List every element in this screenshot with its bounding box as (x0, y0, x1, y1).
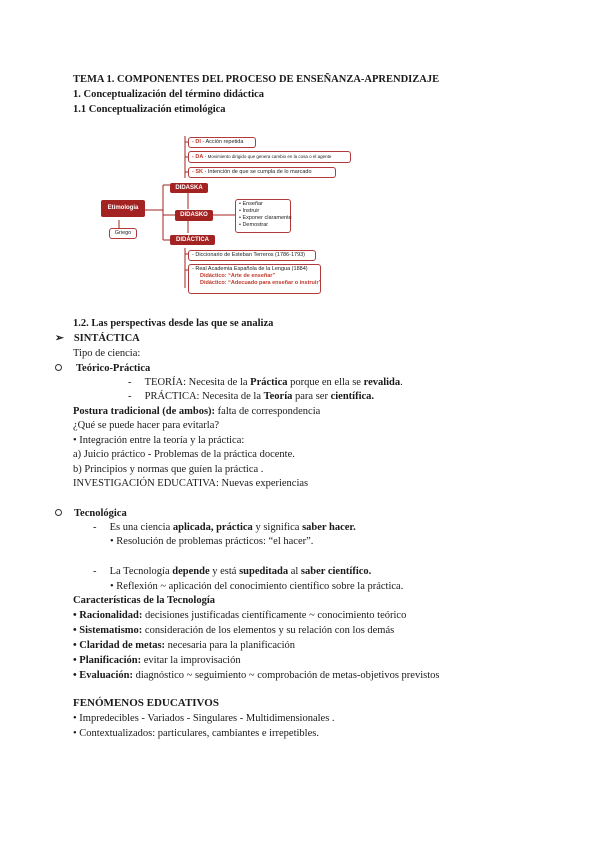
investigacion-line: INVESTIGACIÓN EDUCATIVA: Nuevas experiencias (73, 478, 309, 489)
dictionary-2-box (188, 264, 321, 294)
dictionary-2-def-b: Didáctico: “Adecuado para enseñar o instruir” (200, 280, 322, 286)
section-heading: 1. Conceptualización del término didáctica (73, 89, 265, 100)
etymology-diagram (95, 130, 330, 302)
question-line: ¿Qué se puede hacer para evitarla? (73, 420, 220, 431)
tecnologica-line-1: - Es una ciencia aplicada, práctica y significa saber hacer. (93, 522, 356, 533)
sk-text: - Intención de que se cumpla de lo marcado (204, 169, 312, 175)
di-box (188, 137, 256, 148)
caracteristicas-heading: Características de la Tecnología (73, 595, 216, 606)
didasko-meanings (235, 199, 291, 233)
arrow-bullet-icon: ➢ (55, 333, 64, 344)
caracteristica-item: • Planificación: evitar la improvisación (73, 655, 241, 666)
meaning-item: • Enseñar (239, 201, 263, 207)
section-heading-1-2: 1.2. Las perspectivas desde las que se analiza (73, 318, 274, 329)
practica-line: - PRÁCTICA: Necesita de la Teoría para ser científica. (128, 391, 375, 402)
dictionary-1-box: - Diccionario de Esteban Terreros (1786-1793) (188, 250, 316, 261)
da-text: - Movimiento dirigido que genera cambio en la cosa o el agente (204, 154, 332, 159)
tecnologica-sub-1: • Resolución de problemas prácticos: “el hacer”. (110, 536, 314, 547)
caracteristica-item: • Claridad de metas: necesaria para la planificación (73, 640, 296, 651)
sintactica-heading: ➢ SINTÁCTICA (55, 333, 140, 344)
da-box (188, 151, 351, 163)
didactica-box: DIDÁCTICA (170, 235, 215, 245)
principios-line: b) Principios y normas que guíen la práctica . (73, 464, 264, 475)
circle-bullet-icon (55, 509, 62, 516)
juicio-line: a) Juicio práctico - Problemas de la práctica docente. (73, 449, 295, 460)
da-key: - DA (192, 154, 204, 160)
meaning-item: • Instruir (239, 208, 260, 214)
didaska-box: DIDASKA (170, 183, 208, 193)
teoria-line: - TEORÍA: Necesita de la Práctica porque en ella se revalida. (128, 377, 403, 388)
tipo-ciencia: Tipo de ciencia: (73, 348, 141, 359)
meaning-item: • Demostrar (239, 222, 269, 228)
caracteristica-item: • Racionalidad: decisiones justificadas científicamente ~ conocimiento teórico (73, 610, 407, 621)
fenomenos-line-1: • Impredecibles - Variados - Singulares - Multidimensionales . (73, 713, 335, 724)
etimologia-box: Etimología (101, 200, 145, 217)
tecnologica-sub-2: • Reflexión ~ aplicación del conocimiento científico sobre la práctica. (110, 581, 404, 592)
sk-key: - SK (192, 169, 203, 175)
griego-box: Griego (109, 228, 137, 239)
dictionary-2-def-a: Didáctico: “Arte de enseñar” (200, 273, 276, 279)
circle-bullet-icon (55, 364, 62, 371)
integracion-line: • Integración entre la teoría y la práctica: (73, 435, 245, 446)
subsection-heading: 1.1 Conceptualización etimológica (73, 104, 226, 115)
tecnologica-line-2: - La Tecnología depende y está supeditada al saber científico. (93, 566, 372, 577)
document-title: TEMA 1. COMPONENTES DEL PROCESO DE ENSEÑANZA-APRENDIZAJE (73, 74, 440, 85)
tecnologica-item: Tecnológica (55, 507, 127, 520)
caracteristica-item: • Evaluación: diagnóstico ~ seguimiento ~ comprobación de metas-objetivos previstos (73, 670, 440, 681)
fenomenos-heading: FENÓMENOS EDUCATIVOS (73, 697, 219, 709)
postura-line: Postura tradicional (de ambos): falta de correspondencia (73, 406, 321, 417)
meaning-item: • Exponer claramente (239, 215, 292, 221)
dictionary-2-title: - Real Academia Española de la Lengua (1884) (192, 266, 308, 272)
teorico-practica-item: Teórico-Práctica (55, 362, 150, 375)
di-text: - Acción repetida (202, 139, 244, 145)
di-key: - DI (192, 139, 201, 145)
didasko-box: DIDASKO (175, 210, 213, 221)
sk-box (188, 167, 336, 178)
fenomenos-line-2: • Contextualizados: particulares, cambiantes e irrepetibles. (73, 728, 319, 739)
caracteristica-item: • Sistematismo: consideración de los elementos y su relación con los demás (73, 625, 395, 636)
